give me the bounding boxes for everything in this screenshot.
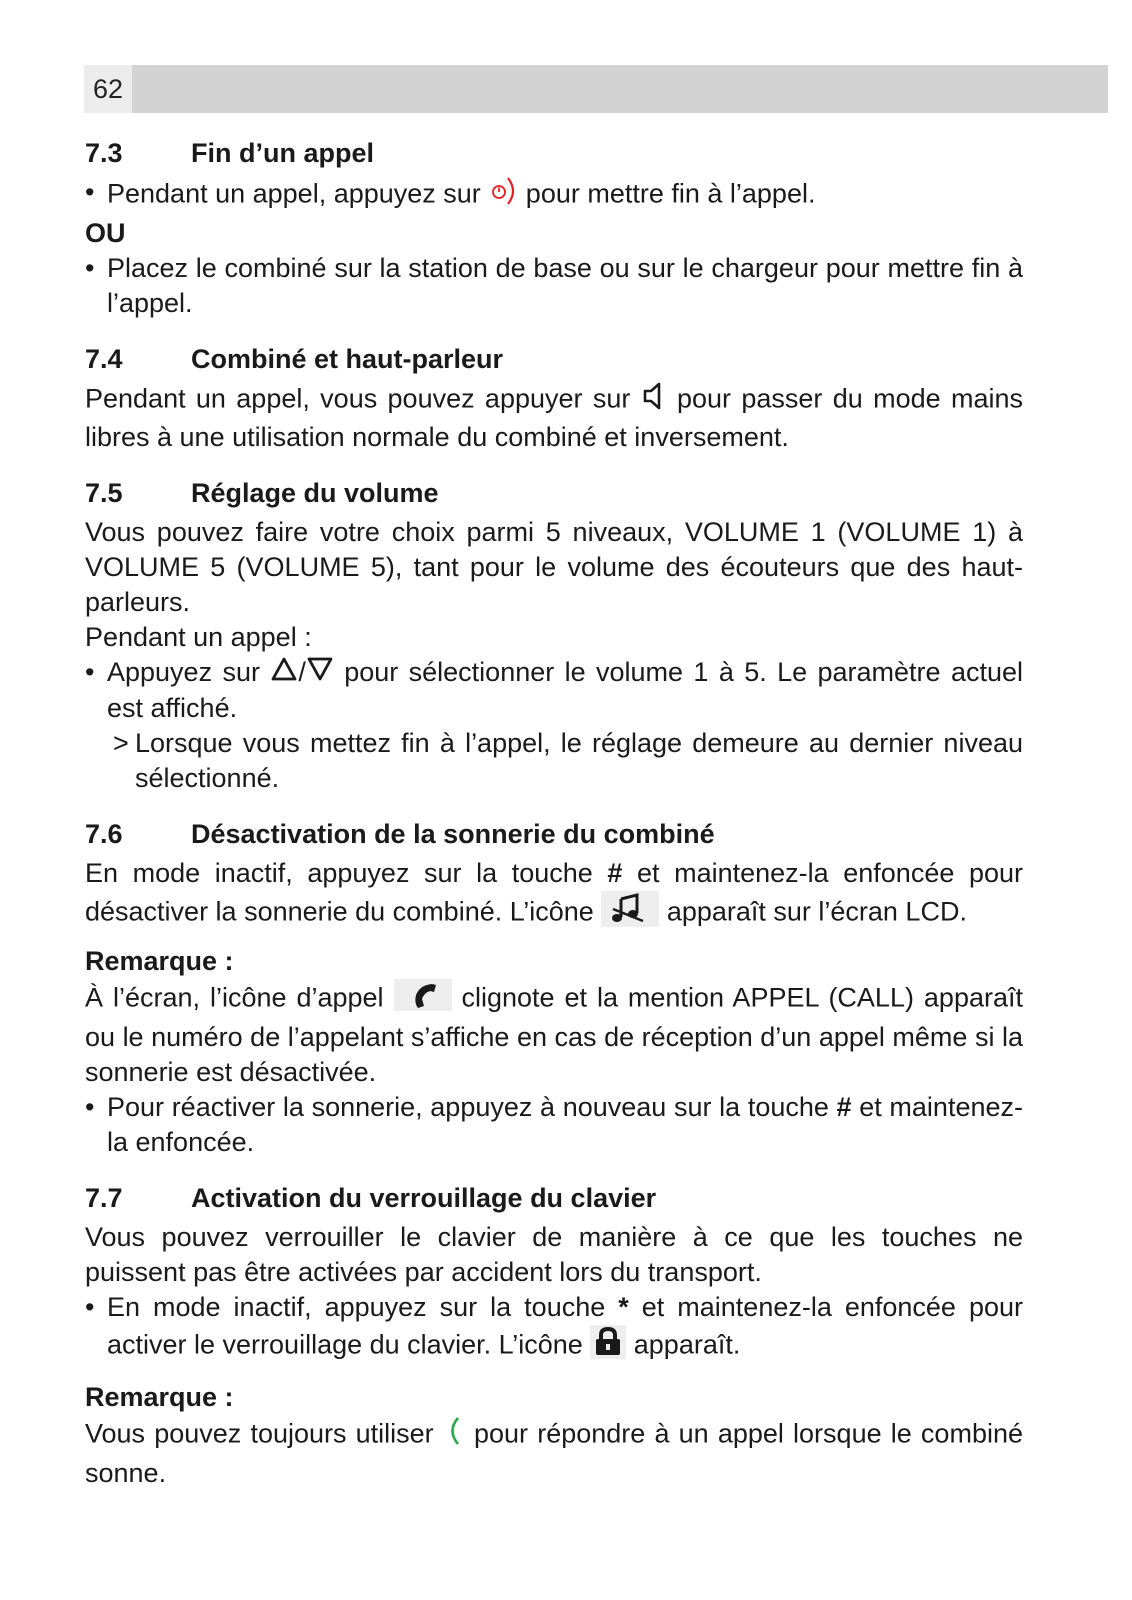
section-number: 7.6 [85,819,123,850]
text: Appuyez sur [107,657,271,687]
page-content [85,131,1023,1491]
keylock-paragraph: Vous pouvez verrouiller le clavier de manière à ce que les touches ne puissent pas être activées par accident lors du transport. [85,1222,1023,1288]
star-key: * [618,1292,629,1323]
note-label: Remarque : [85,1382,234,1413]
section-title: Fin d’un appel [191,138,374,168]
hash-key: # [607,858,623,889]
section-number: 7.5 [85,478,123,508]
slash: / [298,657,306,687]
bullet-volume [85,655,1023,726]
text: En mode inactif, appuyez sur la touche [107,1292,619,1323]
text: pour mettre fin à l’appel. [518,178,816,209]
note-paragraph [85,1415,1023,1491]
call-icon [394,979,452,1020]
section-heading-7-7 [85,1176,1023,1220]
section-heading-7-4 [85,337,1023,381]
hash-key: # [836,1092,852,1123]
speaker-icon [641,381,667,420]
during-call-label: Pendant un appel : [85,622,312,652]
section-title: Activation du verrouillage du clavier [191,1183,657,1214]
text: pour sélectionner le volume 1 à 5. Le paramètre actuel est affiché. [107,657,1023,724]
sub-item-volume-kept: > Lorsque vous mettez fin à l’appel, le réglage demeure au dernier niveau sélectionné. [85,726,1023,796]
page-number: 62 [84,65,132,113]
bullet-base-station: • Placez le combiné sur la station de base ou sur le chargeur pour mettre fin à l’appel. [85,251,1023,321]
section-number: 7.4 [85,344,123,374]
section-heading-7-5 [85,471,1023,515]
end-call-icon [488,175,518,216]
bullet-keylock [85,1290,1023,1368]
text: Pendant un appel, appuyez sur [107,178,489,209]
volume-paragraph: Vous pouvez faire votre choix parmi 5 niveaux, VOLUME 1 (VOLUME 1) à VOLUME 5 (VOLUME 5), tant pour le volume des écouteurs que des haut-parleurs. [85,517,1023,617]
note-paragraph [85,979,1023,1090]
text: pour passer du mode mains libres à une utilisation normale du combiné et inversement. [85,383,1023,452]
text: Pendant un appel, vous pouvez appuyer sur [85,383,641,414]
bullet-reactivate [85,1090,1023,1160]
text: Vous pouvez toujours utiliser [85,1419,443,1449]
note-label: Remarque : [85,946,234,977]
text: En mode inactif, appuyez sur la touche [85,858,608,889]
ringer-off-paragraph [85,856,1023,936]
section-title: Réglage du volume [191,478,439,508]
text: et maintenez-la enfoncée pour désactiver la sonnerie du combiné. L’icône [85,858,1023,927]
text: et maintenez-la enfoncée. [107,1092,1023,1158]
down-triangle-icon [306,656,334,691]
lock-icon [590,1325,626,1368]
ringer-off-icon [601,891,659,936]
up-triangle-icon [270,656,298,691]
text: pour répondre à un appel lorsque le combiné sonne. [85,1419,1023,1489]
section-heading-7-6 [85,812,1023,856]
text: Pour réactiver la sonnerie, appuyez à nouveau sur la touche [107,1092,837,1123]
answer-call-icon [443,1415,465,1456]
page-header-bar [84,65,1108,113]
speaker-paragraph [85,381,1023,455]
text: À l’écran, l’icône d’appel [85,983,394,1013]
section-number: 7.7 [85,1183,123,1214]
section-heading-7-3 [85,131,1023,175]
or-label: OU [85,218,126,248]
bullet-end-call [85,175,1023,216]
section-title: Combiné et haut-parleur [191,344,504,374]
section-title: Désactivation de la sonnerie du combiné [191,819,715,850]
text: et maintenez-la enfoncée pour activer le verrouillage du clavier. L’icône [107,1292,1023,1360]
section-number: 7.3 [85,138,123,168]
text: apparaît sur l’écran LCD. [659,897,967,927]
text: clignote et la mention APPEL (CALL) apparaît ou le numéro de l’appelant s’affiche en cas de réception d’un appel même si la sonnerie est désactivée. [85,983,1023,1088]
text: apparaît. [626,1330,741,1360]
